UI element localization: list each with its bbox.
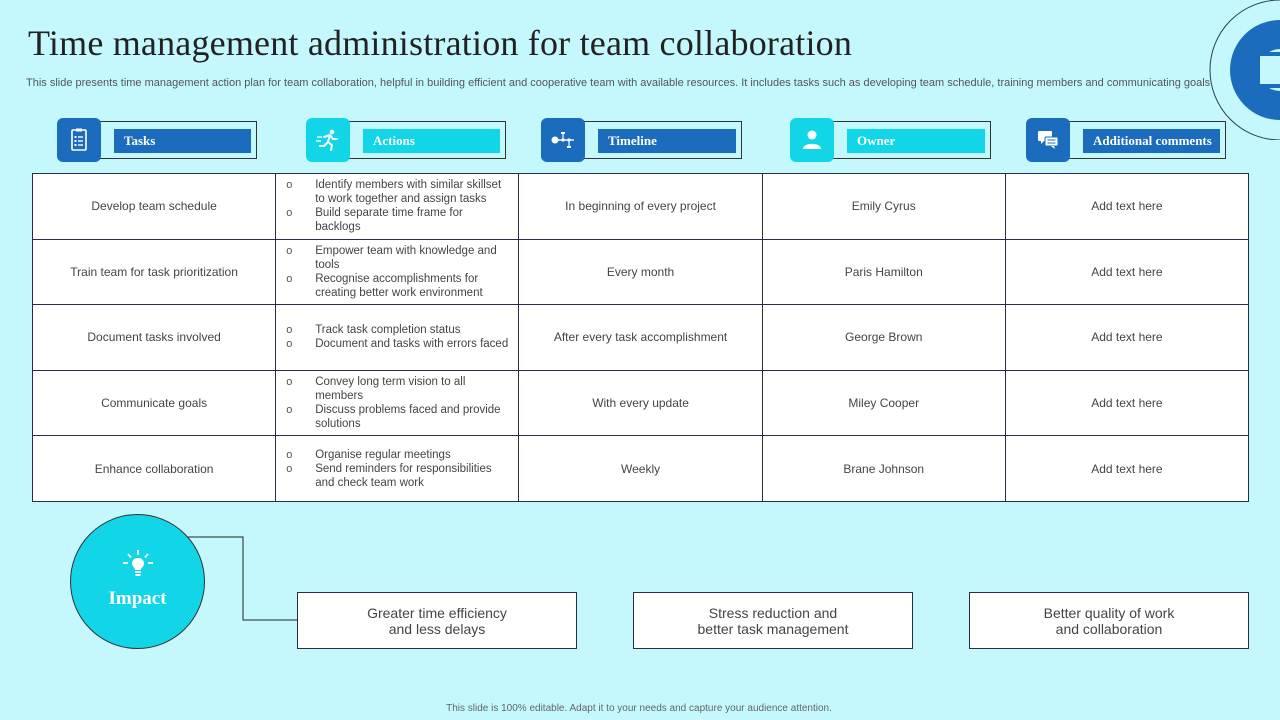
header-label: Additional comments (1083, 129, 1220, 153)
action-item: o Organise regular meetings (284, 448, 508, 462)
actions-cell (276, 305, 519, 371)
owner-cell: Brane Johnson (762, 436, 1005, 502)
impact-label: Impact (108, 587, 167, 609)
comments-cell: Add text here (1005, 239, 1248, 305)
timeline-cell: Weekly (519, 436, 762, 502)
header-label: Actions (363, 129, 500, 153)
footer-note: This slide is 100% editable. Adapt it to your needs and capture your audience attention. (446, 703, 832, 714)
action-item: o Track task completion status (284, 323, 508, 337)
checklist-icon (57, 118, 101, 162)
timeline-icon (541, 118, 585, 162)
timeline-cell: Every month (519, 239, 762, 305)
header-tasks (59, 121, 257, 159)
table-row (33, 174, 1249, 240)
header-label: Timeline (598, 129, 736, 153)
comments-cell: Add text here (1005, 436, 1248, 502)
table-row (33, 305, 1249, 371)
comments-cell: Add text here (1005, 305, 1248, 371)
action-item: o Send reminders for responsibilities and check team work (284, 462, 508, 490)
timeline-cell: After every task accomplishment (519, 305, 762, 371)
action-item: o Identify members with similar skillset to work together and assign tasks (284, 178, 508, 206)
actions-cell (276, 436, 519, 502)
task-cell: Enhance collaboration (33, 436, 276, 502)
table-row (33, 239, 1249, 305)
page-subtitle: This slide presents time management action plan for team collaboration, helpful in building efficient and cooperative team with available resources. It includes tasks such as developing team schedule, training members and communicating goals (26, 77, 1211, 89)
owner-cell: Miley Cooper (762, 370, 1005, 436)
task-cell: Document tasks involved (33, 305, 276, 371)
action-item: o Build separate time frame for backlogs (284, 206, 508, 234)
header-label: Tasks (114, 129, 251, 153)
task-cell: Communicate goals (33, 370, 276, 436)
owner-cell: Emily Cyrus (762, 174, 1005, 240)
task-cell: Develop team schedule (33, 174, 276, 240)
header-timeline (543, 121, 742, 159)
person-icon (790, 118, 834, 162)
action-item: o Convey long term vision to all members (284, 375, 508, 403)
lightbulb-icon (120, 548, 156, 582)
action-plan-table (32, 173, 1249, 502)
action-item: o Recognise accomplishments for creating better work environment (284, 272, 508, 300)
action-item: o Empower team with knowledge and tools (284, 244, 508, 272)
comments-icon (1026, 118, 1070, 162)
page-title: Time management administration for team collaboration (28, 23, 853, 63)
owner-cell: George Brown (762, 305, 1005, 371)
owner-cell: Paris Hamilton (762, 239, 1005, 305)
action-item: o Document and tasks with errors faced (284, 337, 508, 351)
timeline-cell: In beginning of every project (519, 174, 762, 240)
impact-box: Greater time efficiency and less delays (297, 592, 577, 649)
actions-cell (276, 370, 519, 436)
actions-cell (276, 174, 519, 240)
timeline-cell: With every update (519, 370, 762, 436)
comments-cell: Add text here (1005, 174, 1248, 240)
header-actions (308, 121, 506, 159)
impact-box: Better quality of work and collaboration (969, 592, 1249, 649)
action-item: o Discuss problems faced and provide solutions (284, 403, 508, 431)
task-cell: Train team for task prioritization (33, 239, 276, 305)
header-additional-comments (1028, 121, 1226, 159)
runner-icon (306, 118, 350, 162)
decorative-ring-shape (1205, 0, 1280, 140)
header-label: Owner (847, 129, 985, 153)
table-row (33, 436, 1249, 502)
header-owner (792, 121, 991, 159)
comments-cell: Add text here (1005, 370, 1248, 436)
actions-cell (276, 239, 519, 305)
table-row (33, 370, 1249, 436)
impact-box: Stress reduction and better task management (633, 592, 913, 649)
impact-circle (70, 514, 205, 649)
